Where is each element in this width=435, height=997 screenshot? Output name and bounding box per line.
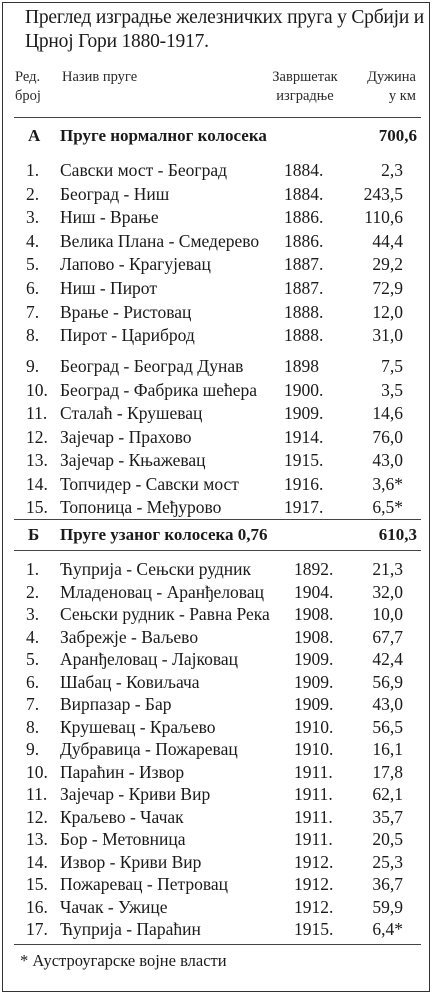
row-line-name: Пирот - Цариброд: [60, 325, 195, 346]
header-year-line2: изградње: [276, 88, 334, 104]
row-line-name: Аранђеловац - Лајковац: [60, 649, 238, 669]
header-length-line1: Дужина: [367, 69, 416, 85]
header-number: [15, 68, 41, 106]
row-year: 1915.: [284, 450, 324, 470]
row-year: 1911.: [294, 829, 333, 849]
row-line-name: Зајечар - Криви Вир: [60, 784, 211, 804]
row-year: 1909.: [284, 403, 324, 423]
header-length-line2: у км: [388, 88, 416, 104]
row-year: 1887.: [284, 254, 324, 275]
section-b-heading: [14, 524, 417, 546]
table-row: [14, 473, 417, 495]
table-row: [14, 355, 417, 377]
row-length: 43,0: [372, 694, 403, 714]
row-length: 3,5: [381, 379, 403, 400]
table-row: [14, 426, 417, 448]
section-a-heading: [14, 125, 417, 147]
row-length: 17,8: [372, 761, 403, 782]
table-row: [14, 603, 417, 625]
row-line-name: Дубравица - Пожаревац: [60, 739, 238, 759]
row-year: 1912.: [294, 896, 334, 917]
row-length: 31,0: [372, 325, 403, 346]
row-number: 12.: [26, 806, 48, 827]
row-number: 6.: [26, 278, 40, 298]
row-number: 4.: [26, 626, 40, 647]
table-row: [14, 496, 417, 518]
row-year: 1916.: [284, 473, 324, 494]
row-line-name: Ниш - Врање: [60, 207, 159, 228]
row-line-name: Младеновац - Аранђеловац: [60, 581, 264, 602]
row-line-name: Сењски рудник - Равна Река: [60, 604, 270, 624]
table-row: [14, 648, 417, 670]
row-year: 1911.: [294, 784, 333, 804]
row-number: 1.: [26, 559, 40, 579]
row-number: 2.: [26, 581, 40, 602]
table-row: [14, 379, 417, 401]
row-line-name: Велика Плана - Смедерево: [60, 230, 260, 251]
table-row: [14, 449, 417, 471]
footnote: * Аустроугарске војне власти: [20, 951, 227, 970]
table-row: [14, 206, 417, 228]
row-length: 14,6: [372, 403, 403, 423]
row-length: 16,1: [372, 739, 403, 759]
row-year: 1909.: [294, 649, 334, 669]
table-row: [14, 324, 417, 346]
row-length: 20,5: [372, 829, 403, 849]
row-line-name: Зајечар - Прахово: [60, 426, 192, 447]
row-length: 59,9: [372, 896, 403, 917]
row-year: 1888.: [284, 301, 324, 322]
table-row: [14, 806, 417, 828]
row-year: 1892.: [294, 559, 334, 579]
row-length: 25,3: [372, 851, 403, 872]
row-number: 7.: [26, 694, 40, 714]
row-number: 9.: [26, 739, 40, 759]
table-row: [14, 783, 417, 805]
table-row: [14, 738, 417, 760]
table-row: [14, 402, 417, 424]
row-length: 32,0: [372, 581, 403, 602]
table-row: [14, 277, 417, 299]
row-number: 11.: [26, 784, 48, 804]
row-length: 2,3: [381, 160, 403, 180]
header-name: Назив пруге: [62, 69, 138, 85]
row-number: 9.: [26, 356, 40, 376]
row-length: 56,9: [372, 671, 403, 692]
table-row: [14, 716, 417, 738]
row-number: 3.: [26, 604, 40, 624]
row-year: 1908.: [294, 604, 334, 624]
table-row: [14, 626, 417, 648]
row-length: 76,0: [372, 426, 403, 447]
row-line-name: Топчидер - Савски мост: [60, 473, 239, 494]
row-year: 1917.: [284, 497, 324, 517]
row-length: 36,7: [372, 874, 403, 894]
row-line-name: Топоница - Међурово: [60, 497, 222, 517]
header-rule: [14, 117, 421, 118]
table-row: [14, 828, 417, 850]
row-number: 17.: [26, 919, 48, 939]
row-line-name: Ћуприја - Сењски рудник: [60, 559, 252, 579]
row-line-name: Шабац - Ковиљача: [60, 671, 200, 692]
table-row: [14, 581, 417, 603]
table-row: [14, 301, 417, 323]
table-row: [14, 896, 417, 918]
row-year: 1898: [284, 356, 319, 376]
row-year: 1904.: [294, 581, 334, 602]
header-year: [265, 68, 345, 106]
row-length: 7,5: [381, 356, 403, 376]
section-b-rule-top: [14, 519, 421, 520]
header-number-line1: Ред.: [15, 69, 41, 85]
row-year: 1888.: [284, 325, 324, 346]
row-number: 5.: [26, 649, 40, 669]
row-length: 44,4: [372, 230, 403, 251]
row-year: 1884.: [284, 183, 324, 204]
row-length: 56,5: [372, 716, 403, 737]
row-line-name: Чачак - Ужице: [60, 896, 168, 917]
row-line-name: Београд - Ниш: [60, 183, 170, 204]
row-year: 1887.: [284, 278, 324, 298]
row-year: 1886.: [284, 230, 324, 251]
row-year: 1914.: [284, 426, 324, 447]
row-line-name: Крушевац - Краљево: [60, 716, 216, 737]
section-b-rule-bottom: [14, 550, 421, 551]
row-line-name: Параћин - Извор: [60, 761, 185, 782]
table-row: [14, 671, 417, 693]
section-name: Пруге узаног колосека 0,76: [60, 525, 268, 544]
row-number: 12.: [26, 426, 48, 447]
table-row: [14, 693, 417, 715]
table-row: [14, 230, 417, 252]
row-year: 1910.: [294, 739, 334, 759]
row-number: 16.: [26, 896, 48, 917]
row-line-name: Ћуприја - Параћин: [60, 919, 201, 939]
row-line-name: Београд - Фабрика шећера: [60, 379, 258, 400]
row-line-name: Пожаревац - Петровац: [60, 874, 229, 894]
row-length: 67,7: [372, 626, 403, 647]
row-year: 1886.: [284, 207, 324, 228]
row-year: 1915.: [294, 919, 334, 939]
row-line-name: Бор - Метовница: [60, 829, 186, 849]
row-year: 1909.: [294, 694, 334, 714]
table-row: [14, 253, 417, 275]
row-number: 13.: [26, 450, 48, 470]
row-year: 1909.: [294, 671, 334, 692]
row-number: 13.: [26, 829, 48, 849]
row-number: 8.: [26, 716, 40, 737]
row-line-name: Зајечар - Књажевац: [60, 450, 206, 470]
section-name: Пруге нормалног колосека: [60, 126, 267, 145]
row-line-name: Вирпазар - Бар: [60, 694, 172, 714]
row-number: 15.: [26, 497, 48, 517]
section-letter: Б: [28, 525, 40, 544]
row-year: 1910.: [294, 716, 334, 737]
header-year-line1: Завршетак: [272, 69, 338, 85]
row-year: 1884.: [284, 160, 324, 180]
table-row: [14, 183, 417, 205]
row-length: 29,2: [372, 254, 403, 275]
section-total: 610,3: [378, 525, 417, 544]
row-number: 8.: [26, 325, 40, 346]
row-length: 12,0: [372, 301, 403, 322]
row-number: 7.: [26, 301, 40, 322]
row-line-name: Извор - Криви Вир: [60, 851, 202, 872]
header-number-line2: број: [15, 88, 41, 104]
row-line-name: Сталаћ - Крушевац: [60, 403, 203, 423]
row-length: 21,3: [372, 559, 403, 579]
footer-rule: [14, 944, 421, 945]
row-number: 14.: [26, 851, 48, 872]
row-length: 72,9: [372, 278, 403, 298]
row-length: 43,0: [372, 450, 403, 470]
row-length: 10,0: [372, 604, 403, 624]
row-length: 110,6: [364, 207, 403, 228]
row-line-name: Савски мост - Београд: [60, 160, 228, 180]
row-length: 42,4: [372, 649, 403, 669]
row-line-name: Лапово - Крагујевац: [60, 254, 211, 275]
row-line-name: Београд - Београд Дунав: [60, 356, 244, 376]
row-number: 11.: [26, 403, 48, 423]
row-number: 14.: [26, 473, 48, 494]
row-year: 1912.: [294, 851, 334, 872]
row-line-name: Врање - Ристовац: [60, 301, 192, 322]
row-year: 1911.: [294, 761, 333, 782]
row-year: 1900.: [284, 379, 324, 400]
table-row: [14, 918, 417, 940]
row-line-name: Забрежје - Ваљево: [60, 626, 199, 647]
row-number: 15.: [26, 874, 48, 894]
table-title: Преглед изградње железничких пруга у Србији и Црној Гори 1880-1917.: [25, 7, 425, 52]
row-number: 10.: [26, 761, 48, 782]
row-number: 4.: [26, 230, 40, 251]
table-row: [14, 558, 417, 580]
row-length: 243,5: [363, 183, 403, 204]
row-year: 1912.: [294, 874, 334, 894]
row-length: 62,1: [372, 784, 403, 804]
row-year: 1908.: [294, 626, 334, 647]
row-length: 6,4*: [372, 919, 403, 939]
row-year: 1911.: [294, 806, 333, 827]
row-length: 3,6*: [372, 473, 403, 494]
row-number: 1.: [26, 160, 40, 180]
table-row: [14, 873, 417, 895]
table-row: [14, 851, 417, 873]
section-letter: А: [28, 126, 41, 145]
section-total: 700,6: [378, 126, 417, 145]
row-number: 10.: [26, 379, 48, 400]
table-row: [14, 159, 417, 181]
row-length: 35,7: [372, 806, 403, 827]
header-length: [352, 68, 416, 106]
row-number: 6.: [26, 671, 40, 692]
row-line-name: Краљево - Чачак: [60, 806, 184, 827]
table-row: [14, 761, 417, 783]
row-length: 6,5*: [372, 497, 403, 517]
row-number: 3.: [26, 207, 40, 228]
row-number: 5.: [26, 254, 40, 275]
row-number: 2.: [26, 183, 40, 204]
row-line-name: Ниш - Пирот: [60, 278, 157, 298]
